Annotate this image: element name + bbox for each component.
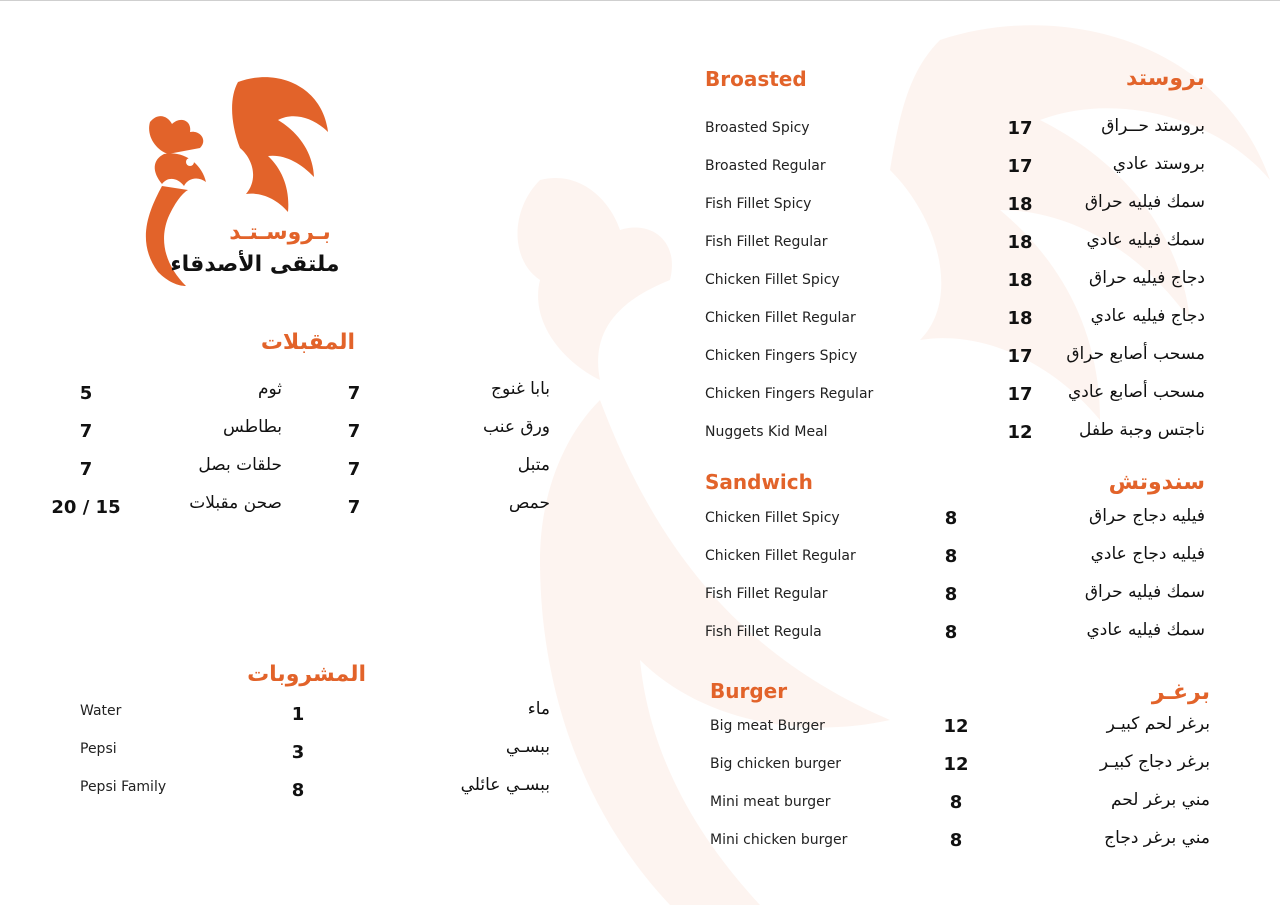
menu-item-name-ar: سمك فيليه حراق	[1084, 192, 1205, 212]
menu-item-name-en: Chicken Fillet Regular	[705, 310, 856, 326]
appetizer-price: 7	[79, 421, 93, 442]
drinks-title: المشروبات	[247, 662, 366, 687]
menu-item-price: 17	[1007, 384, 1033, 405]
menu-item-name-en: Chicken Fillet Spicy	[705, 510, 840, 526]
menu-item-name-ar: مني برغر لحم	[1110, 790, 1210, 810]
menu-item-name-en: Chicken Fillet Spicy	[705, 272, 840, 288]
menu-item-price: 8	[949, 792, 963, 813]
menu-item-name-en: Fish Fillet Regula	[705, 624, 822, 640]
drink-name-en: Pepsi	[80, 741, 117, 757]
menu-item-name-en: Chicken Fingers Regular	[705, 386, 874, 402]
menu-item-name-en: Big meat Burger	[710, 718, 825, 734]
appetizer-price: 5	[79, 383, 93, 404]
menu-item-name-ar: سمك فيليه عادي	[1086, 620, 1205, 640]
menu-item-name-ar: فيليه دجاج عادي	[1090, 544, 1205, 564]
sandwich-title-en: Sandwich	[705, 470, 813, 494]
appetizer-name: حلقات بصل	[198, 455, 282, 475]
burger-title-ar: برغـر	[1151, 680, 1210, 705]
menu-item-name-ar: ناجتس وجبة طفل	[1079, 420, 1205, 440]
menu-item-price: 12	[943, 754, 969, 775]
menu-item-name-en: Nuggets Kid Meal	[705, 424, 828, 440]
brand-name-small: بـروسـتـد	[229, 220, 331, 245]
appetizer-name: حمص	[508, 493, 550, 513]
drink-name-ar: ماء	[527, 699, 550, 719]
appetizer-name: بابا غنوج	[490, 379, 550, 399]
menu-item-name-ar: دجاج فيليه عادي	[1090, 306, 1205, 326]
menu-item-name-ar: بروستد حــراق	[1101, 116, 1205, 136]
menu-item-name-en: Chicken Fillet Regular	[705, 548, 856, 564]
appetizers-title: المقبلات	[260, 330, 355, 355]
menu-item-name-en: Big chicken burger	[710, 756, 842, 772]
menu-item-name-en: Mini chicken burger	[710, 832, 848, 848]
menu-item-price: 8	[949, 830, 963, 851]
menu-item-name-en: Broasted Spicy	[705, 120, 810, 136]
menu-item-name-en: Chicken Fingers Spicy	[705, 348, 858, 364]
appetizer-price: 7	[347, 383, 361, 404]
appetizer-price: 7	[347, 459, 361, 480]
menu-item-name-ar: مسحب أصابع حراق	[1066, 344, 1205, 364]
appetizer-name: صحن مقبلات	[189, 493, 282, 513]
menu-item-name-en: Fish Fillet Spicy	[705, 196, 812, 212]
appetizer-price: 7	[347, 421, 361, 442]
drink-price: 3	[291, 742, 305, 763]
menu-item-price: 17	[1007, 118, 1033, 139]
menu-item-price: 12	[1007, 422, 1033, 443]
appetizer-price: 7	[347, 497, 361, 518]
menu-item-price: 18	[1007, 308, 1033, 329]
menu-item-price: 8	[944, 622, 958, 643]
appetizer-name: ثوم	[257, 379, 282, 399]
menu-item-price: 8	[944, 508, 958, 529]
menu-item-name-en: Broasted Regular	[705, 158, 826, 174]
menu-item-price: 17	[1007, 156, 1033, 177]
appetizer-name: ورق عنب	[483, 417, 550, 437]
menu-item-name-ar: دجاج فيليه حراق	[1089, 268, 1205, 288]
menu-item-name-ar: فيليه دجاج حراق	[1089, 506, 1205, 526]
menu-item-name-ar: مني برغر دجاج	[1104, 828, 1210, 848]
menu-item-name-ar: برغر دجاج كبيـر	[1099, 752, 1210, 772]
brand-name-large: ملتقى الأصدقاء	[170, 252, 340, 277]
menu-item-price: 8	[944, 546, 958, 567]
menu-item-name-en: Fish Fillet Regular	[705, 234, 828, 250]
drink-name-en: Pepsi Family	[80, 779, 167, 795]
menu-item-name-en: Mini meat burger	[710, 794, 831, 810]
appetizer-price: 20 / 15	[51, 497, 121, 518]
menu-item-price: 12	[943, 716, 969, 737]
drink-price: 8	[291, 780, 305, 801]
menu-item-price: 17	[1007, 346, 1033, 367]
menu-item-name-ar: برغر لحم كبيـر	[1106, 714, 1210, 734]
menu-item-price: 8	[944, 584, 958, 605]
burger-title-en: Burger	[710, 679, 788, 703]
appetizer-price: 7	[79, 459, 93, 480]
menu-item-name-ar: بروستد عادي	[1112, 154, 1205, 174]
appetizer-name: متبل	[517, 455, 550, 475]
menu-item-price: 18	[1007, 232, 1033, 253]
menu-item-name-ar: سمك فيليه حراق	[1084, 582, 1205, 602]
menu-item-name-ar: مسحب أصابع عادي	[1067, 382, 1205, 402]
drink-name-ar: ببسـي عائلي	[460, 775, 550, 795]
drink-name-ar: ببسـي	[505, 737, 550, 757]
broasted-title-ar: بروستد	[1126, 66, 1205, 91]
menu-item-price: 18	[1007, 194, 1033, 215]
drink-price: 1	[291, 704, 305, 725]
menu-item-name-en: Fish Fillet Regular	[705, 586, 828, 602]
broasted-title-en: Broasted	[705, 67, 807, 91]
appetizer-name: بطاطس	[222, 417, 282, 437]
menu-item-name-ar: سمك فيليه عادي	[1086, 230, 1205, 250]
top-border	[0, 0, 1280, 1]
drink-name-en: Water	[80, 703, 122, 719]
sandwich-title-ar: سندوتش	[1108, 470, 1205, 495]
menu-item-price: 18	[1007, 270, 1033, 291]
